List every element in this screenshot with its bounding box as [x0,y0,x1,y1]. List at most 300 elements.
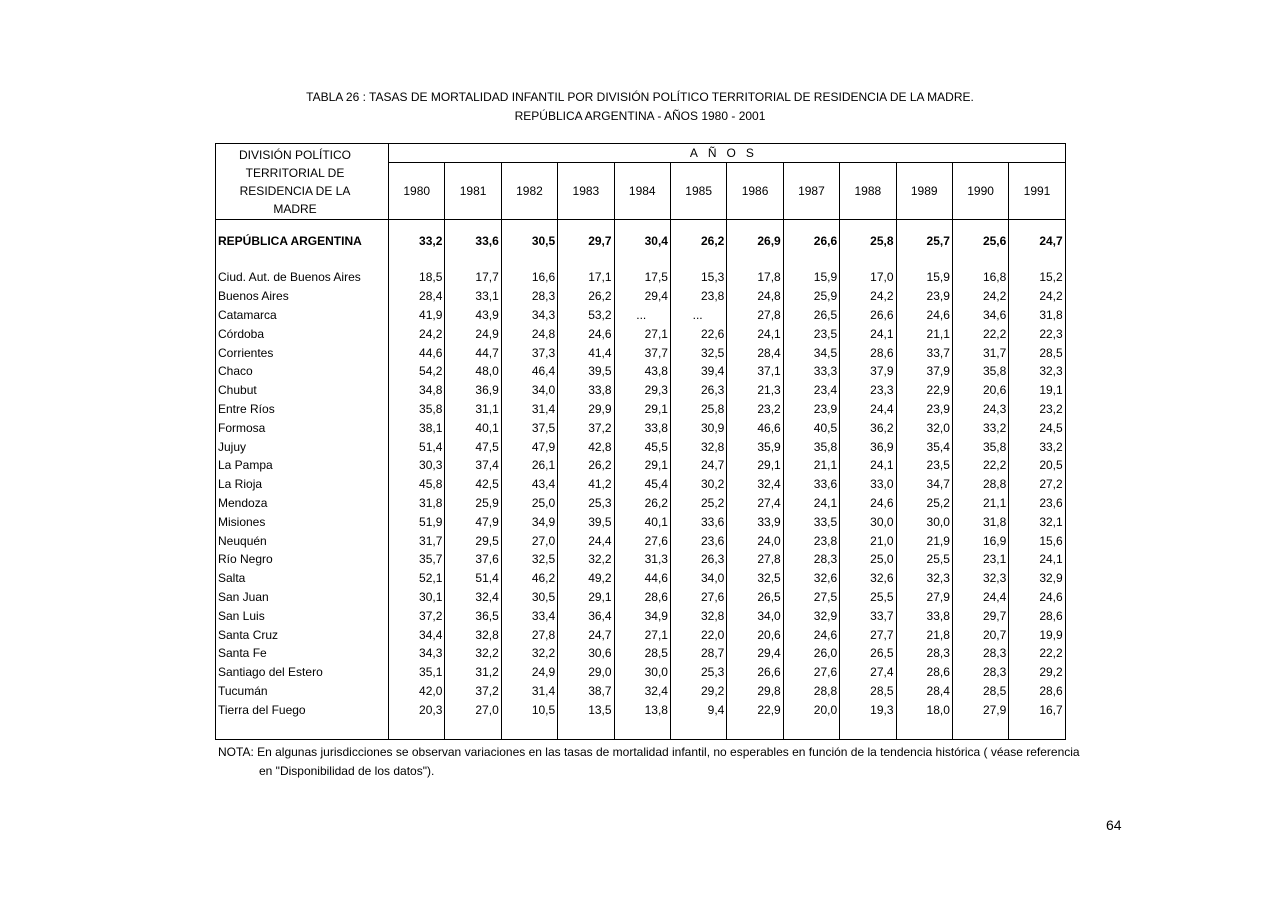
rate-cell: 10,5 [501,700,557,719]
rate-cell: 37,3 [501,343,557,362]
spacer-cell [896,719,952,740]
rate-cell: 33,8 [558,381,614,400]
rate-cell: 24,4 [952,588,1008,607]
spacer-cell [952,719,1008,740]
rate-cell: 32,8 [670,437,726,456]
rate-cell: 24,6 [783,625,839,644]
header-year: 1988 [840,163,896,220]
rate-cell: 28,7 [670,644,726,663]
rate-cell: 15,9 [896,268,952,287]
rate-cell: 27,8 [727,306,783,325]
rate-cell: 28,4 [727,343,783,362]
rate-cell: ... [670,306,726,325]
rate-cell: 19,3 [840,700,896,719]
rate-cell: 24,8 [727,287,783,306]
rate-cell: 24,2 [952,287,1008,306]
rate-cell: 23,9 [896,400,952,419]
rate-cell: 28,3 [896,644,952,663]
rate-cell: 22,9 [727,700,783,719]
rate-cell: 17,7 [445,268,501,287]
rate-cell: 28,6 [1039,683,1063,698]
header-year: 1991 [1009,163,1065,220]
rate-cell: 19,1 [1039,383,1063,398]
rate-cell: 30,2 [670,475,726,494]
rate-cell: 32,9 [783,606,839,625]
rate-cell: 23,9 [896,287,952,306]
rate-cell: 21,3 [727,381,783,400]
rate-cell: 30,1 [389,588,445,607]
rate-cell: 36,2 [840,418,896,437]
rate-cell: 33,1 [445,287,501,306]
row-name: San Luis [216,606,389,625]
spacer-cell [389,719,445,740]
rate-cell: 26,3 [670,381,726,400]
row-name: Ciud. Aut. de Buenos Aires [216,268,389,287]
rate-cell: 22,2 [952,456,1008,475]
rate-cell: 32,2 [501,644,557,663]
rate-cell: 32,3 [1039,364,1063,379]
rate-cell: 44,7 [445,343,501,362]
rate-cell: 25,9 [445,494,501,513]
rate-cell: 54,2 [389,362,445,381]
rate-cell: 18,0 [896,700,952,719]
rate-cell: 27,8 [727,550,783,569]
rate-cell: 17,8 [727,268,783,287]
rate-cell: 37,7 [614,343,670,362]
rate-cell: 33,5 [783,512,839,531]
table-row [216,531,1066,550]
rate-cell: 27,0 [501,531,557,550]
header-year: 1983 [558,163,614,220]
rate-cell: 18,5 [389,268,445,287]
header-year: 1986 [727,163,783,220]
rate-cell: 32,8 [670,606,726,625]
header-anos: AÑOS [389,144,1066,163]
spacer-cell [216,719,389,740]
rate-cell: 31,7 [952,343,1008,362]
rate-cell: 35,8 [389,400,445,419]
table-row [216,512,1066,531]
rate-cell: 27,8 [501,625,557,644]
rate-cell: 23,1 [952,550,1008,569]
rate-cell: 25,0 [501,494,557,513]
rate-cell: 25,5 [896,550,952,569]
rate-cell: 36,5 [445,606,501,625]
table-row [216,700,1066,719]
rate-cell: 34,9 [614,606,670,625]
rate-cell: 51,4 [445,569,501,588]
rate-cell: 45,5 [614,437,670,456]
header-year: 1982 [501,163,557,220]
rate-cell: 37,2 [558,418,614,437]
rate-cell: 33,8 [614,418,670,437]
rate-cell: 26,2 [558,456,614,475]
rate-cell: 24,8 [501,324,557,343]
header-year: 1987 [783,163,839,220]
rate-cell: 9,4 [670,700,726,719]
rate-cell: 20,6 [952,381,1008,400]
rate-cell: 37,1 [727,362,783,381]
rate-cell: 28,3 [952,663,1008,682]
rate-cell: 29,2 [1039,665,1063,680]
rate-cell: 29,7 [952,606,1008,625]
rate-cell: 24,0 [727,531,783,550]
table-row [216,343,1066,362]
rate-cell: 32,5 [501,550,557,569]
rate-cell: 42,8 [558,437,614,456]
rate-cell: 25,3 [558,494,614,513]
table-row [216,663,1066,682]
rate-cell: 17,5 [614,268,670,287]
rate-cell: 43,9 [445,306,501,325]
rate-cell: 27,0 [445,700,501,719]
rate-cell: 28,5 [952,682,1008,701]
rate-cell: 24,1 [840,456,896,475]
rate-cell: 52,1 [389,569,445,588]
table-row [216,606,1066,625]
rate-cell: 46,2 [501,569,557,588]
rate-cell: 15,6 [1039,533,1063,548]
table-row [216,268,1066,287]
rate-cell: 32,8 [445,625,501,644]
rate-cell: 28,5 [1039,345,1063,360]
rate-cell: 36,4 [558,606,614,625]
rate-cell: 27,6 [783,663,839,682]
rate-cell: 35,9 [727,437,783,456]
table-row [216,381,1066,400]
rate-cell: 38,1 [389,418,445,437]
table-row [216,644,1066,663]
rate-cell: 31,4 [501,682,557,701]
rate-cell: 34,3 [389,644,445,663]
rate-cell: 29,5 [445,531,501,550]
rate-cell: 26,3 [670,550,726,569]
rate-cell: 26,0 [783,644,839,663]
row-name: Corrientes [216,343,389,362]
rate-cell: 37,2 [445,682,501,701]
rate-cell: 25,8 [840,220,896,263]
rate-cell: 29,2 [670,682,726,701]
rate-cell: 27,9 [896,588,952,607]
rate-cell: 21,9 [896,531,952,550]
header-year: 1985 [670,163,726,220]
table-row [216,475,1066,494]
rate-cell: 23,8 [670,287,726,306]
rate-cell: 23,8 [783,531,839,550]
rate-cell: 24,2 [840,287,896,306]
rate-cell: 27,7 [840,625,896,644]
rate-cell: 44,6 [614,569,670,588]
rate-cell: 32,9 [1039,571,1063,586]
rate-cell: 37,2 [389,606,445,625]
rate-cell: 33,6 [670,512,726,531]
rate-cell: 30,9 [670,418,726,437]
rate-cell: 42,5 [445,475,501,494]
rate-cell: 22,6 [670,324,726,343]
rate-cell: 26,2 [670,220,726,263]
rate-cell: 42,0 [389,682,445,701]
rate-cell: 32,1 [1039,514,1063,529]
table-subtitle: REPÚBLICA ARGENTINA - AÑOS 1980 - 2001 [514,109,766,123]
rate-cell: 34,7 [896,475,952,494]
rate-cell: 46,6 [727,418,783,437]
rate-cell: 23,4 [783,381,839,400]
rate-cell: 44,6 [389,343,445,362]
rate-cell: 33,9 [727,512,783,531]
row-name: Santiago del Estero [216,663,389,682]
rate-cell: 26,6 [727,663,783,682]
rate-cell: 15,9 [783,268,839,287]
spacer-cell [445,719,501,740]
rate-cell: 15,3 [670,268,726,287]
rate-cell: 30,0 [614,663,670,682]
spacer-row [216,719,1066,740]
rate-cell: 22,9 [896,381,952,400]
rate-cell: 39,5 [558,512,614,531]
rate-cell: 29,1 [614,456,670,475]
rate-cell: 24,2 [1039,289,1063,304]
rate-cell: 35,8 [783,437,839,456]
rate-cell: 43,8 [614,362,670,381]
rate-cell: 26,5 [840,644,896,663]
table-row [216,418,1066,437]
rate-cell: 29,3 [614,381,670,400]
rate-cell: 40,1 [445,418,501,437]
header-division-line: TERRITORIAL DE [245,165,345,180]
rate-cell: 27,2 [1039,477,1063,492]
rate-cell: 27,5 [783,588,839,607]
spacer-cell [501,719,557,740]
rate-cell: 25,0 [840,550,896,569]
rate-cell: 16,9 [952,531,1008,550]
rate-cell: 33,2 [952,418,1008,437]
rate-cell: 28,5 [840,682,896,701]
rate-cell: 22,2 [952,324,1008,343]
row-name: La Pampa [216,456,389,475]
rate-cell: 32,2 [558,550,614,569]
rate-cell: 35,8 [952,362,1008,381]
rate-cell: 28,3 [501,287,557,306]
rate-cell: 24,7 [670,456,726,475]
table-row [216,362,1066,381]
rate-cell: 45,4 [614,475,670,494]
rate-cell: 34,0 [670,569,726,588]
rate-cell: 31,8 [952,512,1008,531]
spacer-cell [558,719,614,740]
rate-cell: 37,9 [840,362,896,381]
rate-cell: 31,1 [445,400,501,419]
page-number: 64 [1106,817,1122,833]
rate-cell: 24,6 [558,324,614,343]
rate-cell: 29,1 [614,400,670,419]
rate-cell: 25,2 [896,494,952,513]
row-name: Jujuy [216,437,389,456]
rate-cell: 35,7 [389,550,445,569]
rate-cell: 26,5 [727,588,783,607]
rate-cell: 22,0 [670,625,726,644]
rate-cell: 25,7 [896,220,952,263]
rate-cell: 31,2 [445,663,501,682]
rate-cell: 31,3 [614,550,670,569]
rate-cell: 15,2 [1039,270,1063,285]
rate-cell: 27,4 [727,494,783,513]
rate-cell: 21,1 [783,456,839,475]
rate-cell: 28,5 [614,644,670,663]
rate-cell: 23,5 [896,456,952,475]
rate-cell: 37,9 [896,362,952,381]
rate-cell: 30,3 [389,456,445,475]
rate-cell: 35,8 [952,437,1008,456]
footnote-line: en "Disponibilidad de los datos"). [259,764,435,778]
rate-cell: 32,6 [840,569,896,588]
table-row [216,306,1066,325]
rate-cell: 47,9 [445,512,501,531]
spacer-cell [614,719,670,740]
rate-cell: 39,5 [558,362,614,381]
row-name: Formosa [216,418,389,437]
rate-cell: 23,6 [1039,495,1063,510]
rate-cell: 26,6 [783,220,839,263]
rate-cell: 25,2 [670,494,726,513]
spacer-cell [840,719,896,740]
rate-cell: 20,0 [783,700,839,719]
row-name: Tierra del Fuego [216,700,389,719]
row-name: Río Negro [216,550,389,569]
table-row [216,588,1066,607]
rate-cell: 40,1 [614,512,670,531]
rate-cell: 32,6 [783,569,839,588]
rate-cell: 24,4 [840,400,896,419]
rate-cell: 24,9 [445,324,501,343]
rate-cell: 25,5 [840,588,896,607]
row-name: Neuquén [216,531,389,550]
rate-cell: 38,7 [558,682,614,701]
row-name: Chubut [216,381,389,400]
rate-cell: 51,4 [389,437,445,456]
rate-cell: 37,5 [501,418,557,437]
table-row [216,625,1066,644]
row-name: Córdoba [216,324,389,343]
rate-cell: 37,4 [445,456,501,475]
rate-cell: 24,3 [952,400,1008,419]
rate-cell: 27,6 [670,588,726,607]
header-division-line: MADRE [273,201,317,216]
rate-cell: 35,4 [896,437,952,456]
rate-cell: 33,2 [389,220,445,263]
rate-cell: 24,9 [501,663,557,682]
row-name: Santa Fe [216,644,389,663]
rate-cell: 34,6 [952,306,1008,325]
rate-cell: 24,7 [558,625,614,644]
rate-cell: 43,4 [501,475,557,494]
table-row [216,456,1066,475]
rate-cell: 36,9 [445,381,501,400]
rate-cell: 33,3 [783,362,839,381]
rate-cell: 28,6 [614,588,670,607]
rate-cell: 13,8 [614,700,670,719]
table-row [216,400,1066,419]
table-row [216,682,1066,701]
rate-cell: 16,6 [501,268,557,287]
rate-cell: 41,4 [558,343,614,362]
row-name: Buenos Aires [216,287,389,306]
rate-cell: 34,5 [783,343,839,362]
rate-cell: 28,8 [952,475,1008,494]
spacer-cell [670,719,726,740]
rate-cell: 45,8 [389,475,445,494]
rate-cell: 33,7 [840,606,896,625]
rate-cell: 41,2 [558,475,614,494]
rate-cell: 29,1 [558,588,614,607]
rate-cell: 33,8 [896,606,952,625]
rate-cell: 31,7 [389,531,445,550]
rate-cell: 46,4 [501,362,557,381]
rate-cell: 49,2 [558,569,614,588]
rate-cell: 26,2 [558,287,614,306]
rate-cell: 24,1 [783,494,839,513]
rate-cell: 30,4 [614,220,670,263]
rate-cell: 28,3 [952,644,1008,663]
rate-cell: 21,0 [840,531,896,550]
rate-cell: 24,2 [389,324,445,343]
row-name: Santa Cruz [216,625,389,644]
rate-cell: 32,5 [727,569,783,588]
rate-cell: 28,8 [783,682,839,701]
rate-cell: 33,7 [896,343,952,362]
rate-cell: 37,6 [445,550,501,569]
rate-cell: 33,6 [783,475,839,494]
rate-cell: 32,0 [896,418,952,437]
rate-cell: 24,5 [1039,420,1063,435]
rate-cell: 20,3 [389,700,445,719]
row-name: Salta [216,569,389,588]
rate-cell: 51,9 [389,512,445,531]
rate-cell: 33,0 [840,475,896,494]
rate-cell: 13,5 [558,700,614,719]
rate-cell: 29,7 [558,220,614,263]
rate-cell: 34,8 [389,381,445,400]
rate-cell: 25,3 [670,663,726,682]
rate-cell: 31,8 [1039,307,1063,322]
rate-cell: 29,8 [727,682,783,701]
rate-cell: 24,1 [1039,552,1063,567]
data-table-container [215,143,1066,740]
rate-cell: 29,9 [558,400,614,419]
rate-cell: 23,6 [670,531,726,550]
rate-cell: 26,5 [783,306,839,325]
rate-cell: 31,4 [501,400,557,419]
header-division-line: RESIDENCIA DE LA [239,183,351,198]
table-row [216,494,1066,513]
rate-cell: 28,4 [389,287,445,306]
rate-cell: 32,5 [670,343,726,362]
rate-cell: 29,0 [558,663,614,682]
rate-cell: 32,4 [614,682,670,701]
rate-cell: 24,6 [840,494,896,513]
rate-cell: 26,6 [840,306,896,325]
rate-cell: 30,0 [896,512,952,531]
rate-cell: 47,9 [501,437,557,456]
rate-cell: 27,1 [614,625,670,644]
rate-cell: 23,5 [783,324,839,343]
row-name: San Juan [216,588,389,607]
rate-cell: 26,9 [727,220,783,263]
rate-cell: 24,7 [1039,234,1063,248]
rate-cell: 48,0 [445,362,501,381]
rate-cell: 53,2 [558,306,614,325]
footnote-line: NOTA: En algunas jurisdicciones se observan variaciones en las tasas de mortalidad infantil, no esperables en función de la tendencia histórica ( véase referencia [218,745,1080,759]
row-name: Chaco [216,362,389,381]
